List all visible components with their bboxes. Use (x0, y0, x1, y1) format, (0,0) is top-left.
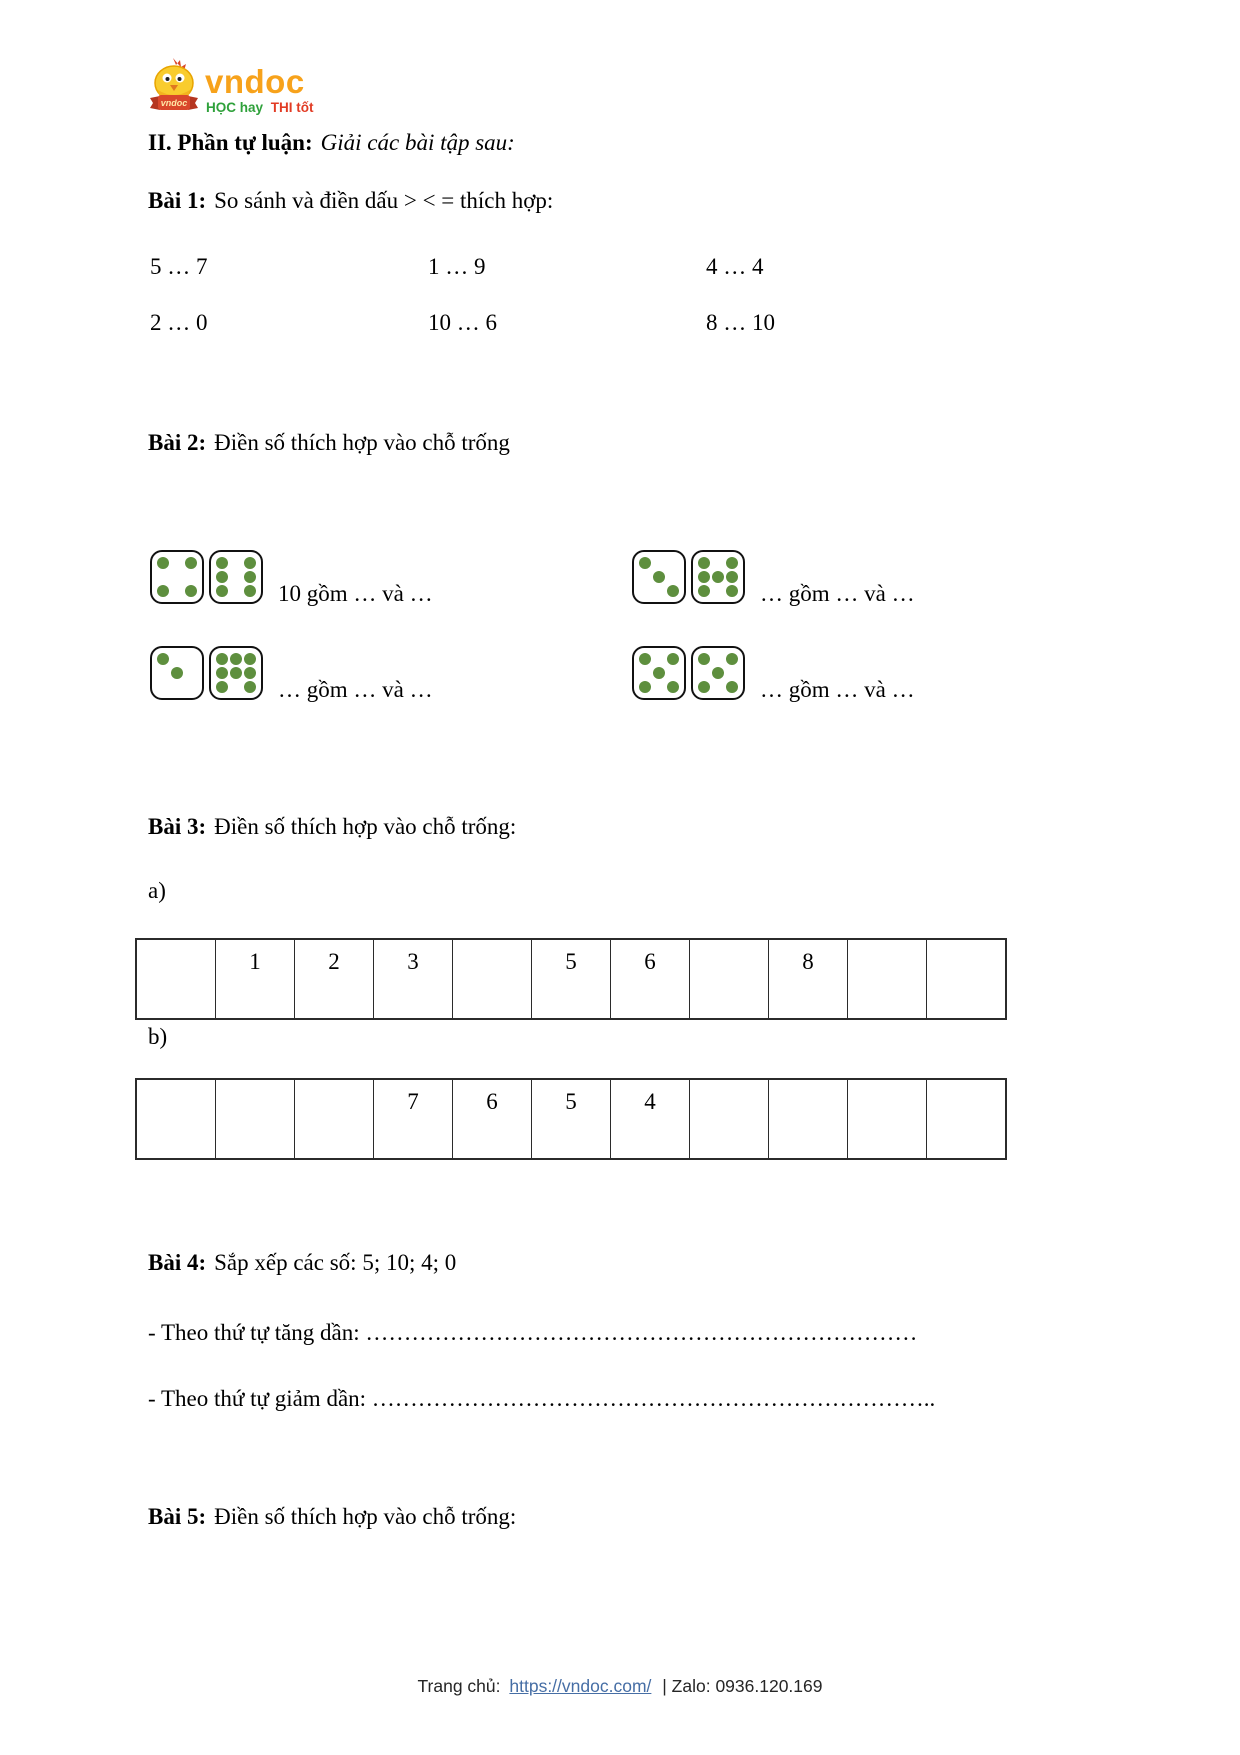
die-dot (698, 681, 710, 693)
comparison-item: 2 … 0 (150, 310, 208, 335)
table-a-row (136, 939, 1006, 1019)
table-b-cell (216, 1079, 295, 1159)
die-3-dots (632, 550, 686, 604)
section-header-bold: II. Phần tự luận: (148, 130, 313, 155)
bai4-ascending-line: - Theo thứ tự tăng dần: ……………………………………………………………… (148, 1320, 918, 1345)
table-a-cell: 8 (769, 939, 848, 1019)
die-dot (698, 653, 710, 665)
die-dot (698, 571, 710, 583)
die-dot (244, 585, 256, 597)
footer-prefix: Trang chủ: (417, 1676, 501, 1696)
die-dot (244, 681, 256, 693)
table-a-cell: 6 (611, 939, 690, 1019)
die-dot (667, 681, 679, 693)
svg-text:HỌC hay THI tốt (206, 100, 314, 115)
bai2-heading (148, 428, 510, 458)
comparison-item: 1 … 9 (428, 254, 486, 279)
comparison-item: 8 … 10 (706, 310, 775, 335)
dice-group-1 (150, 550, 433, 604)
die-dot (216, 557, 228, 569)
die-dot (698, 557, 710, 569)
table-b-cell (690, 1079, 769, 1159)
die-dot (216, 667, 228, 679)
bai5-heading (148, 1502, 516, 1532)
die-dot (157, 557, 169, 569)
dice-pair (150, 646, 263, 700)
dice-caption: 10 gồm … và … (278, 581, 433, 606)
die-dot (653, 667, 665, 679)
table-b-cell (769, 1079, 848, 1159)
die-dot (639, 653, 651, 665)
die-8-dots (209, 646, 263, 700)
dice-caption: … gồm … và … (278, 677, 433, 702)
section-header (148, 128, 515, 158)
table-a-cell (136, 939, 216, 1019)
die-dot (639, 681, 651, 693)
table-b-cell: 7 (374, 1079, 453, 1159)
bai1-grid (150, 252, 775, 338)
table-a-cell: 3 (374, 939, 453, 1019)
table-a-cell (690, 939, 769, 1019)
die-dot (157, 585, 169, 597)
die-dot (244, 667, 256, 679)
die-dot (216, 681, 228, 693)
table-a-cell: 5 (532, 939, 611, 1019)
page-footer (0, 1676, 1240, 1697)
bai3-part-b-label: b) (148, 1024, 168, 1049)
die-dot (667, 585, 679, 597)
table-b-cell (848, 1079, 927, 1159)
bai1-label: Bài 1: (148, 188, 207, 213)
number-line-table-a (135, 938, 1007, 1020)
die-dot (230, 653, 242, 665)
logo-wordmark: vndoc (205, 63, 305, 100)
bai3-label: Bài 3: (148, 814, 207, 839)
die-dot (171, 667, 183, 679)
logo-banner-text: vndoc (160, 98, 188, 108)
die-dot (667, 653, 679, 665)
die-dot (230, 667, 242, 679)
dice-group-2 (632, 550, 915, 604)
die-dot (216, 653, 228, 665)
die-5-dots (632, 646, 686, 700)
table-b-cell (295, 1079, 374, 1159)
bai5-label: Bài 5: (148, 1504, 207, 1529)
die-dot (712, 571, 724, 583)
dice-caption: … gồm … và … (760, 581, 915, 606)
die-5-dots (691, 646, 745, 700)
bai5-instruction: Điền số thích hợp vào chỗ trống: (214, 1504, 517, 1529)
die-dot (244, 571, 256, 583)
chicken-mascot-icon (150, 58, 198, 110)
dice-pair (150, 550, 263, 604)
bai4-descending-line: - Theo thứ tự giảm dần: ……………………………………………………………….. (148, 1386, 936, 1411)
die-dot (698, 585, 710, 597)
dice-pair (632, 646, 745, 700)
bai3-heading (148, 812, 516, 842)
table-a-cell (927, 939, 1007, 1019)
comparison-item: 5 … 7 (150, 254, 208, 279)
homepage-link[interactable]: https://vndoc.com/ (509, 1676, 652, 1696)
die-dot (157, 653, 169, 665)
table-a-cell: 1 (216, 939, 295, 1019)
die-dot (726, 571, 738, 583)
bai3-part-a-label: a) (148, 878, 166, 903)
die-2-dots (150, 646, 204, 700)
die-dot (244, 653, 256, 665)
die-dot (216, 585, 228, 597)
die-dot (653, 571, 665, 583)
die-dot (712, 667, 724, 679)
die-4-dots (150, 550, 204, 604)
number-line-table-b (135, 1078, 1007, 1160)
table-b-cell: 6 (453, 1079, 532, 1159)
logo-tagline-green: HỌC hay (206, 100, 264, 115)
table-a-cell: 2 (295, 939, 374, 1019)
die-dot (639, 557, 651, 569)
bai4-instruction: Sắp xếp các số: 5; 10; 4; 0 (214, 1250, 457, 1275)
dice-group-4 (632, 646, 915, 700)
table-b-cell (136, 1079, 216, 1159)
die-dot (185, 557, 197, 569)
die-dot (216, 571, 228, 583)
comparison-item: 4 … 4 (706, 254, 764, 279)
die-dot (185, 585, 197, 597)
bai2-instruction: Điền số thích hợp vào chỗ trống (214, 430, 510, 455)
table-a-cell (453, 939, 532, 1019)
bai1-instruction: So sánh và điền dấu > < = thích hợp: (214, 188, 554, 213)
dice-pair (632, 550, 745, 604)
die-dot (726, 585, 738, 597)
die-dot (726, 557, 738, 569)
die-dot (726, 681, 738, 693)
vndoc-logo (146, 56, 321, 120)
die-dot (244, 557, 256, 569)
table-b-cell: 4 (611, 1079, 690, 1159)
bai1-heading (148, 186, 553, 216)
comparison-item: 10 … 6 (428, 310, 497, 335)
table-b-cell (927, 1079, 1007, 1159)
die-7-dots (691, 550, 745, 604)
table-b-cell: 5 (532, 1079, 611, 1159)
die-6-dots (209, 550, 263, 604)
die-dot (726, 653, 738, 665)
bai4-label: Bài 4: (148, 1250, 207, 1275)
logo-tagline-red: THI tốt (270, 100, 314, 115)
bai2-label: Bài 2: (148, 430, 207, 455)
bai4-heading (148, 1248, 456, 1278)
dice-caption: … gồm … và … (760, 677, 915, 702)
section-header-italic: Giải các bài tập sau: (320, 130, 515, 155)
table-a-cell (848, 939, 927, 1019)
bai3-instruction: Điền số thích hợp vào chỗ trống: (214, 814, 517, 839)
footer-zalo-text: | Zalo: 0936.120.169 (662, 1676, 823, 1696)
dice-group-3 (150, 646, 433, 700)
table-b-row (136, 1079, 1006, 1159)
